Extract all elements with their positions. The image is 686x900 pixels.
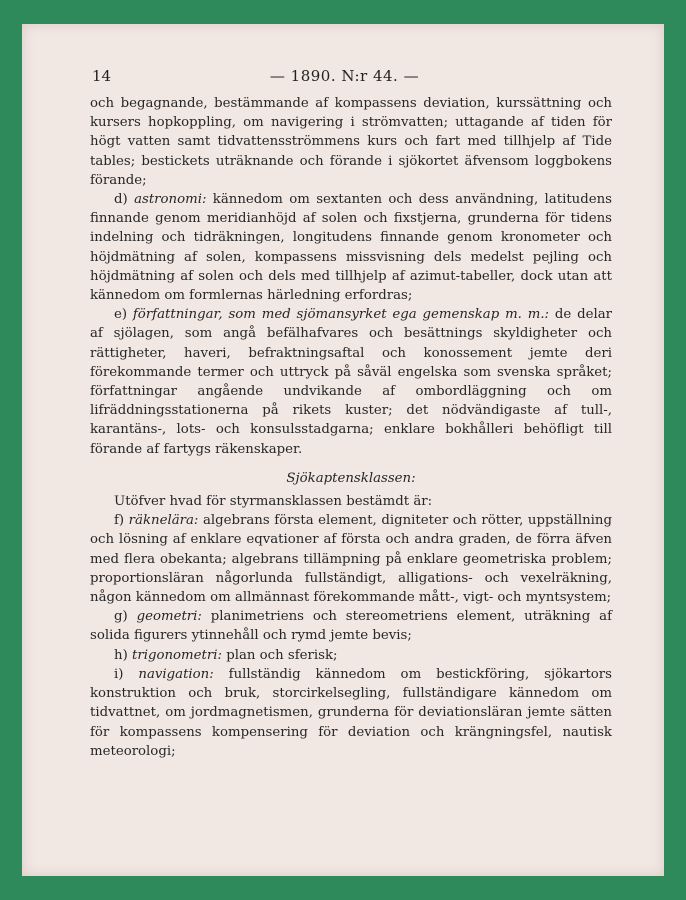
term-forfattningar: författningar, som med sjömansyrket ega gemenskap m. m.: — [132, 307, 550, 323]
paragraph-continuation: och begagnande, bestämmande af kompassens deviation, kurssättning och kursers hopkoppling, om navigering i strömvatten; uttagande af tiden för högt vatten samt tidvattensströmmens kurs och fart med tillhjelp af Tide tables; bestickets uträknande och förande i sjökortet äfvensom loggbokens förande; — [90, 96, 612, 188]
page-header — [92, 67, 597, 89]
book-page — [22, 24, 664, 876]
section-heading: Sjökaptensklassen: — [286, 470, 416, 486]
term-geometri: geometri: — [136, 609, 202, 625]
paragraph-navigation: i) navigation: fullständig kännedom om bestickföring, sjökartors konstruktion och bruk, storcirkelsegling, fullständigare kännedom om tidvattnet, om jordmagnetismen, grunderna för deviationsläran jemte sätten för kompassens kompensering för deviation och krängningsfel, nautisk meteorologi; — [90, 666, 612, 759]
paragraph-raknelara: f) räknelära: algebrans första element, digniteter och rötter, uppställning och lösning af enklare eqvationer af första och andra graden, de förra äfven med flera obekanta; algebrans tillämpning på enklare geometriska problem; proportionsläran någorlunda fullständigt, alligations- och vexelräkning, någon kännedom om allmännast förekommande mått-, vigt- och myntsystem; — [90, 513, 613, 606]
term-astronomi: astronomi: — [134, 192, 207, 208]
term-raknelara: räknelära: — [128, 513, 199, 529]
page-body — [90, 94, 612, 761]
paragraph-forfattningar: e) författningar, som med sjömansyrket ega gemenskap m. m.: de delar af sjölagen, som angå befälhafvares och besättnings skyldigheter och rättigheter, haveri, befraktningsaftal och konossement jemte deri förekommande termer och uttryck på såväl engelska som svenska språket; författningar angående undvikande af ombordläggning och om lifräddningsstationerna på rikets kuster; det nödvändigaste af tull-, karantäns-, lots- och konsulsstadgarna; enklare bokhålleri behöfligt till förande af fartygs räkenskaper. — [90, 307, 612, 457]
paragraph-trigonometri: h) trigonometri: plan och sferisk; — [114, 647, 338, 663]
page-number: 14 — [92, 67, 112, 85]
paragraph-intro: Utöfver hvad för styrmansklassen bestämdt är: — [114, 494, 433, 510]
running-head: — 1890. N:r 44. — — [269, 67, 420, 85]
term-navigation: navigation: — [138, 666, 214, 682]
paragraph-astronomi: d) astronomi: kännedom om sextanten och dess användning, latitudens finnande genom meridianhöjd af solen och fixstjerna, grunderna för tidens indelning och tidräkningen, longitudens finnande genom kronometer och höjdmätning af solen, kompassens missvisning dels medelst pejling och höjdmätning af solen och dels med tillhjelp af azimut-tabeller, dock utan att kännedom om formlernas härledning erfordras; — [90, 192, 613, 304]
paragraph-geometri: g) geometri: planimetriens och stereometriens element, uträkning af solida figurers ytinnehåll och rymd jemte bevis; — [90, 609, 612, 644]
term-trigonometri: trigonometri: — [132, 647, 222, 663]
